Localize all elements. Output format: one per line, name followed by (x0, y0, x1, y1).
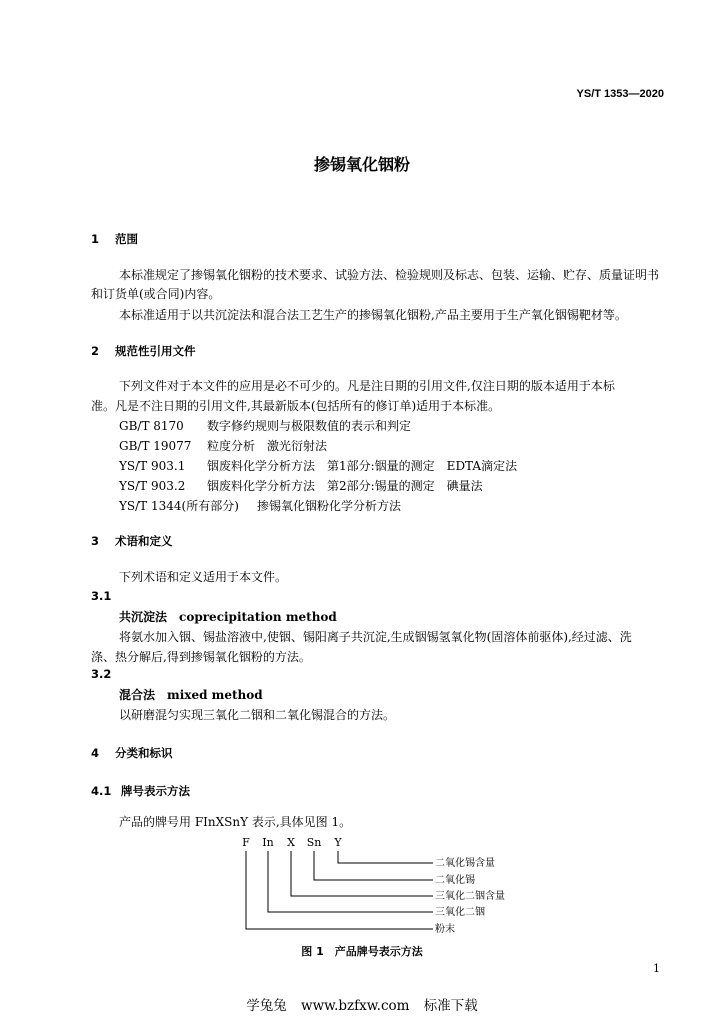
section-title: 术语和定义 (115, 534, 173, 548)
term-name: 混合法 (119, 688, 156, 702)
reference-code: GB/T 19077 (119, 439, 192, 453)
section-1-heading (91, 231, 138, 247)
section-title: 分类和标识 (115, 746, 173, 760)
reference-item (119, 417, 411, 434)
section-2-heading (91, 343, 196, 359)
figure-letter: In (262, 836, 274, 849)
reference-item (119, 477, 483, 494)
section-3-heading (91, 533, 173, 549)
paragraph-continued: 准。凡是不注日期的引用文件,其最新版本(包括所有的修订单)适用于本标准。 (91, 399, 501, 413)
section-number: 3 (91, 534, 100, 548)
reference-code: YS/T 903.1 (119, 459, 186, 473)
term-definition-continued: 涤、热分解后,得到掺锡氧化铟粉的方法。 (91, 650, 311, 664)
page-number: 1 (653, 962, 660, 975)
subsection-title: 牌号表示方法 (121, 784, 190, 798)
reference-title: 掺锡氧化铟粉化学分析方法 (257, 499, 402, 513)
section-title: 范围 (115, 232, 138, 246)
term-english: mixed method (167, 688, 263, 702)
footer-watermark: 学兔兔 www.bzfxw.com 标准下载 (246, 998, 478, 1014)
section-number: 1 (91, 232, 100, 246)
figure-label: 粉末 (435, 924, 455, 935)
reference-item (119, 457, 517, 474)
figure-letter: Sn (306, 836, 322, 849)
section-number: 2 (91, 344, 100, 358)
subsection-number: 4.1 (91, 784, 112, 798)
section-4-heading (91, 745, 173, 761)
figure-letter: X (287, 836, 295, 849)
reference-item (119, 497, 401, 514)
paragraph: 本标准适用于以共沉淀法和混合法工艺生产的掺锡氧化铟粉,产品主要用于生产氧化铟锡靶材等。 (119, 308, 627, 322)
figure-label: 三氧化二铟含量 (435, 891, 505, 902)
term-english: coprecipitation method (179, 610, 337, 624)
leader-line (314, 851, 433, 880)
term-name: 共沉淀法 (119, 610, 168, 624)
term-heading (119, 608, 337, 625)
figure-label: 二氧化锡 (435, 875, 475, 886)
subsection-4-1-heading (91, 783, 190, 799)
paragraph: 产品的牌号用 FInXSnY 表示,具体见图 1。 (119, 815, 352, 829)
figure-caption: 图 1 产品牌号表示方法 (301, 945, 423, 958)
paragraph: 下列术语和定义适用于本文件。 (119, 570, 288, 584)
term-definition: 将氨水加入铟、锡盐溶液中,使铟、锡阳离子共沉淀,生成铟锡氢氧化物(固溶体前驱体),经过滤、洗 (119, 630, 632, 644)
paragraph: 下列文件对于本文件的应用是必不可少的。凡是注日期的引用文件,仅注日期的版本适用于本标 (119, 379, 615, 393)
paragraph: 本标准规定了掺锡氧化铟粉的技术要求、试验方法、检验规则及标志、包装、运输、贮存、质量证明书 (119, 268, 660, 282)
reference-code: YS/T 1344(所有部分) (119, 499, 239, 513)
designation-diagram (230, 833, 530, 937)
term-number: 3.2 (91, 667, 112, 681)
term-definition: 以研磨混匀实现三氧化二铟和二氧化锡混合的方法。 (119, 708, 396, 722)
term-heading (119, 686, 263, 703)
figure-label: 三氧化二铟 (435, 907, 485, 918)
section-title: 规范性引用文件 (115, 344, 196, 358)
standard-number: YS/T 1353—2020 (576, 88, 664, 100)
reference-item (119, 437, 327, 454)
figure-letter: F (242, 836, 250, 849)
reference-code: YS/T 903.2 (119, 479, 186, 493)
figure-letter: Y (334, 836, 342, 849)
leader-line (291, 851, 433, 896)
reference-title: 铟废料化学分析方法 第2部分:锡量的测定 碘量法 (207, 479, 483, 493)
document-title: 掺锡氧化铟粉 (313, 155, 410, 174)
leader-line (268, 851, 433, 912)
term-number: 3.1 (91, 589, 112, 603)
reference-title: 铟废料化学分析方法 第1部分:铟量的测定 EDTA滴定法 (207, 459, 518, 473)
leader-line (338, 851, 433, 863)
figure-label: 二氧化锡含量 (435, 858, 495, 869)
reference-title: 粒度分析 激光衍射法 (207, 439, 328, 453)
paragraph-continued: 和订货单(或合同)内容。 (91, 287, 221, 301)
reference-title: 数字修约规则与极限数值的表示和判定 (207, 419, 412, 433)
section-number: 4 (91, 746, 100, 760)
reference-code: GB/T 8170 (119, 419, 184, 433)
